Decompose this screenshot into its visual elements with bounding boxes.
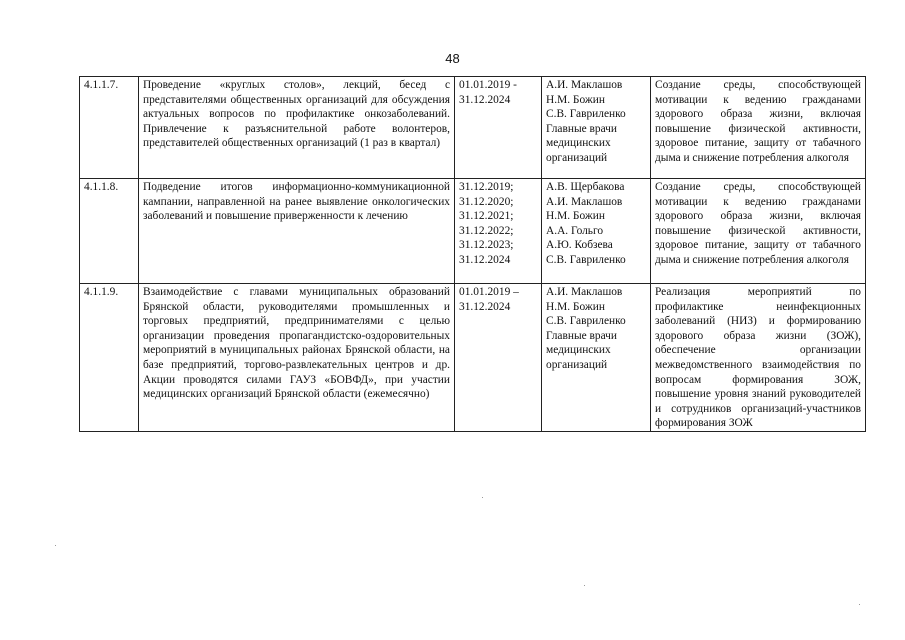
measures-table <box>79 76 866 432</box>
table-row <box>80 77 866 179</box>
responsible-person: Н.М. Божин <box>546 300 605 313</box>
item-description: Взаимодействие с главами муниципальных образований Брянской области, руководителями промышленных и торговых предприятий, предпринимателями с целью организации проведения пропагандистско-оздоровительных мероприятий в муниципальных районах Брянской области, на базе предприятий, торгово-развлекательных центров и др. Акции проводятся силами ГАУЗ «БОВФД», при участии медицинских организаций Брянской области (ежемесячно) <box>139 284 455 432</box>
period-line: 31.12.2022; <box>459 224 514 237</box>
responsible-person: А.А. Гольго <box>546 224 604 237</box>
responsible-person: А.Ю. Кобзева <box>546 239 613 252</box>
scan-speck <box>584 585 585 586</box>
period-line: 31.12.2020; <box>459 195 514 208</box>
item-responsible <box>542 77 651 179</box>
responsible-person: А.И. Маклашов <box>546 286 623 298</box>
responsible-person: Н.М. Божин <box>546 210 605 223</box>
scan-speck <box>55 545 56 546</box>
item-result: Создание среды, способствующей мотивации к ведению гражданами здорового образа жизни, включая повышение физической активности, здоровое питание, защиту от табачного дыма и снижение потребления алкоголя <box>651 179 866 284</box>
period-line: 31.12.2019; <box>459 181 514 193</box>
item-period <box>455 77 542 179</box>
responsible-person: медицинских <box>546 137 611 150</box>
responsible-person: Главные врачи <box>546 122 617 135</box>
period-line: 31.12.2024 <box>459 300 511 313</box>
period-line: 31.12.2024 <box>459 93 511 106</box>
scan-speck <box>859 604 860 605</box>
page-number: 48 <box>445 51 460 66</box>
responsible-person: С.В. Гавриленко <box>546 108 626 121</box>
item-description: Подведение итогов информационно-коммуникационной кампании, направленной на ранее выявление онкологических заболеваний и повышение приверженности к лечению <box>139 179 455 284</box>
responsible-person: медицинских <box>546 344 611 357</box>
responsible-person: А.И. Маклашов <box>546 195 623 208</box>
item-result: Создание среды, способствующей мотивации к ведению гражданами здорового образа жизни, включая повышение физической активности, здоровое питание, защиту от табачного дыма и снижение потребления алкоголя <box>651 77 866 179</box>
responsible-person: С.В. Гавриленко <box>546 315 626 328</box>
responsible-person: А.И. Маклашов <box>546 79 623 91</box>
period-line: 31.12.2023; <box>459 239 514 252</box>
responsible-person: А.В. Щербакова <box>546 181 625 193</box>
scan-speck <box>482 497 483 498</box>
responsible-person: С.В. Гавриленко <box>546 253 626 266</box>
item-result: Реализация мероприятий по профилактике неинфекционных заболеваний (НИЗ) и формированию здорового образа жизни (ЗОЖ), обеспечение организации межведомственного взаимодействия по вопросам формирования ЗОЖ, повышение уровня знаний руководителей и сотрудников организаций-участников формирования ЗОЖ <box>651 284 866 432</box>
item-number: 4.1.1.7. <box>80 77 139 179</box>
period-line: 31.12.2024 <box>459 253 511 266</box>
table-row <box>80 284 866 432</box>
item-number: 4.1.1.9. <box>80 284 139 432</box>
item-period <box>455 284 542 432</box>
responsible-person: Главные врачи <box>546 329 617 342</box>
item-responsible <box>542 284 651 432</box>
item-period <box>455 179 542 284</box>
item-description: Проведение «круглых столов», лекций, бесед с представителями общественных организаций для обсуждения актуальных вопросов по профилактике онкозаболеваний. Привлечение к разъяснительной работе волонтеров, представителей общественных организаций (1 раз в квартал) <box>139 77 455 179</box>
item-number: 4.1.1.8. <box>80 179 139 284</box>
responsible-person: организаций <box>546 358 608 371</box>
table-row <box>80 179 866 284</box>
period-line: 31.12.2021; <box>459 210 514 223</box>
responsible-person: Н.М. Божин <box>546 93 605 106</box>
period-line: 01.01.2019 – <box>459 286 519 298</box>
responsible-person: организаций <box>546 151 608 164</box>
item-responsible <box>542 179 651 284</box>
period-line: 01.01.2019 - <box>459 79 517 91</box>
